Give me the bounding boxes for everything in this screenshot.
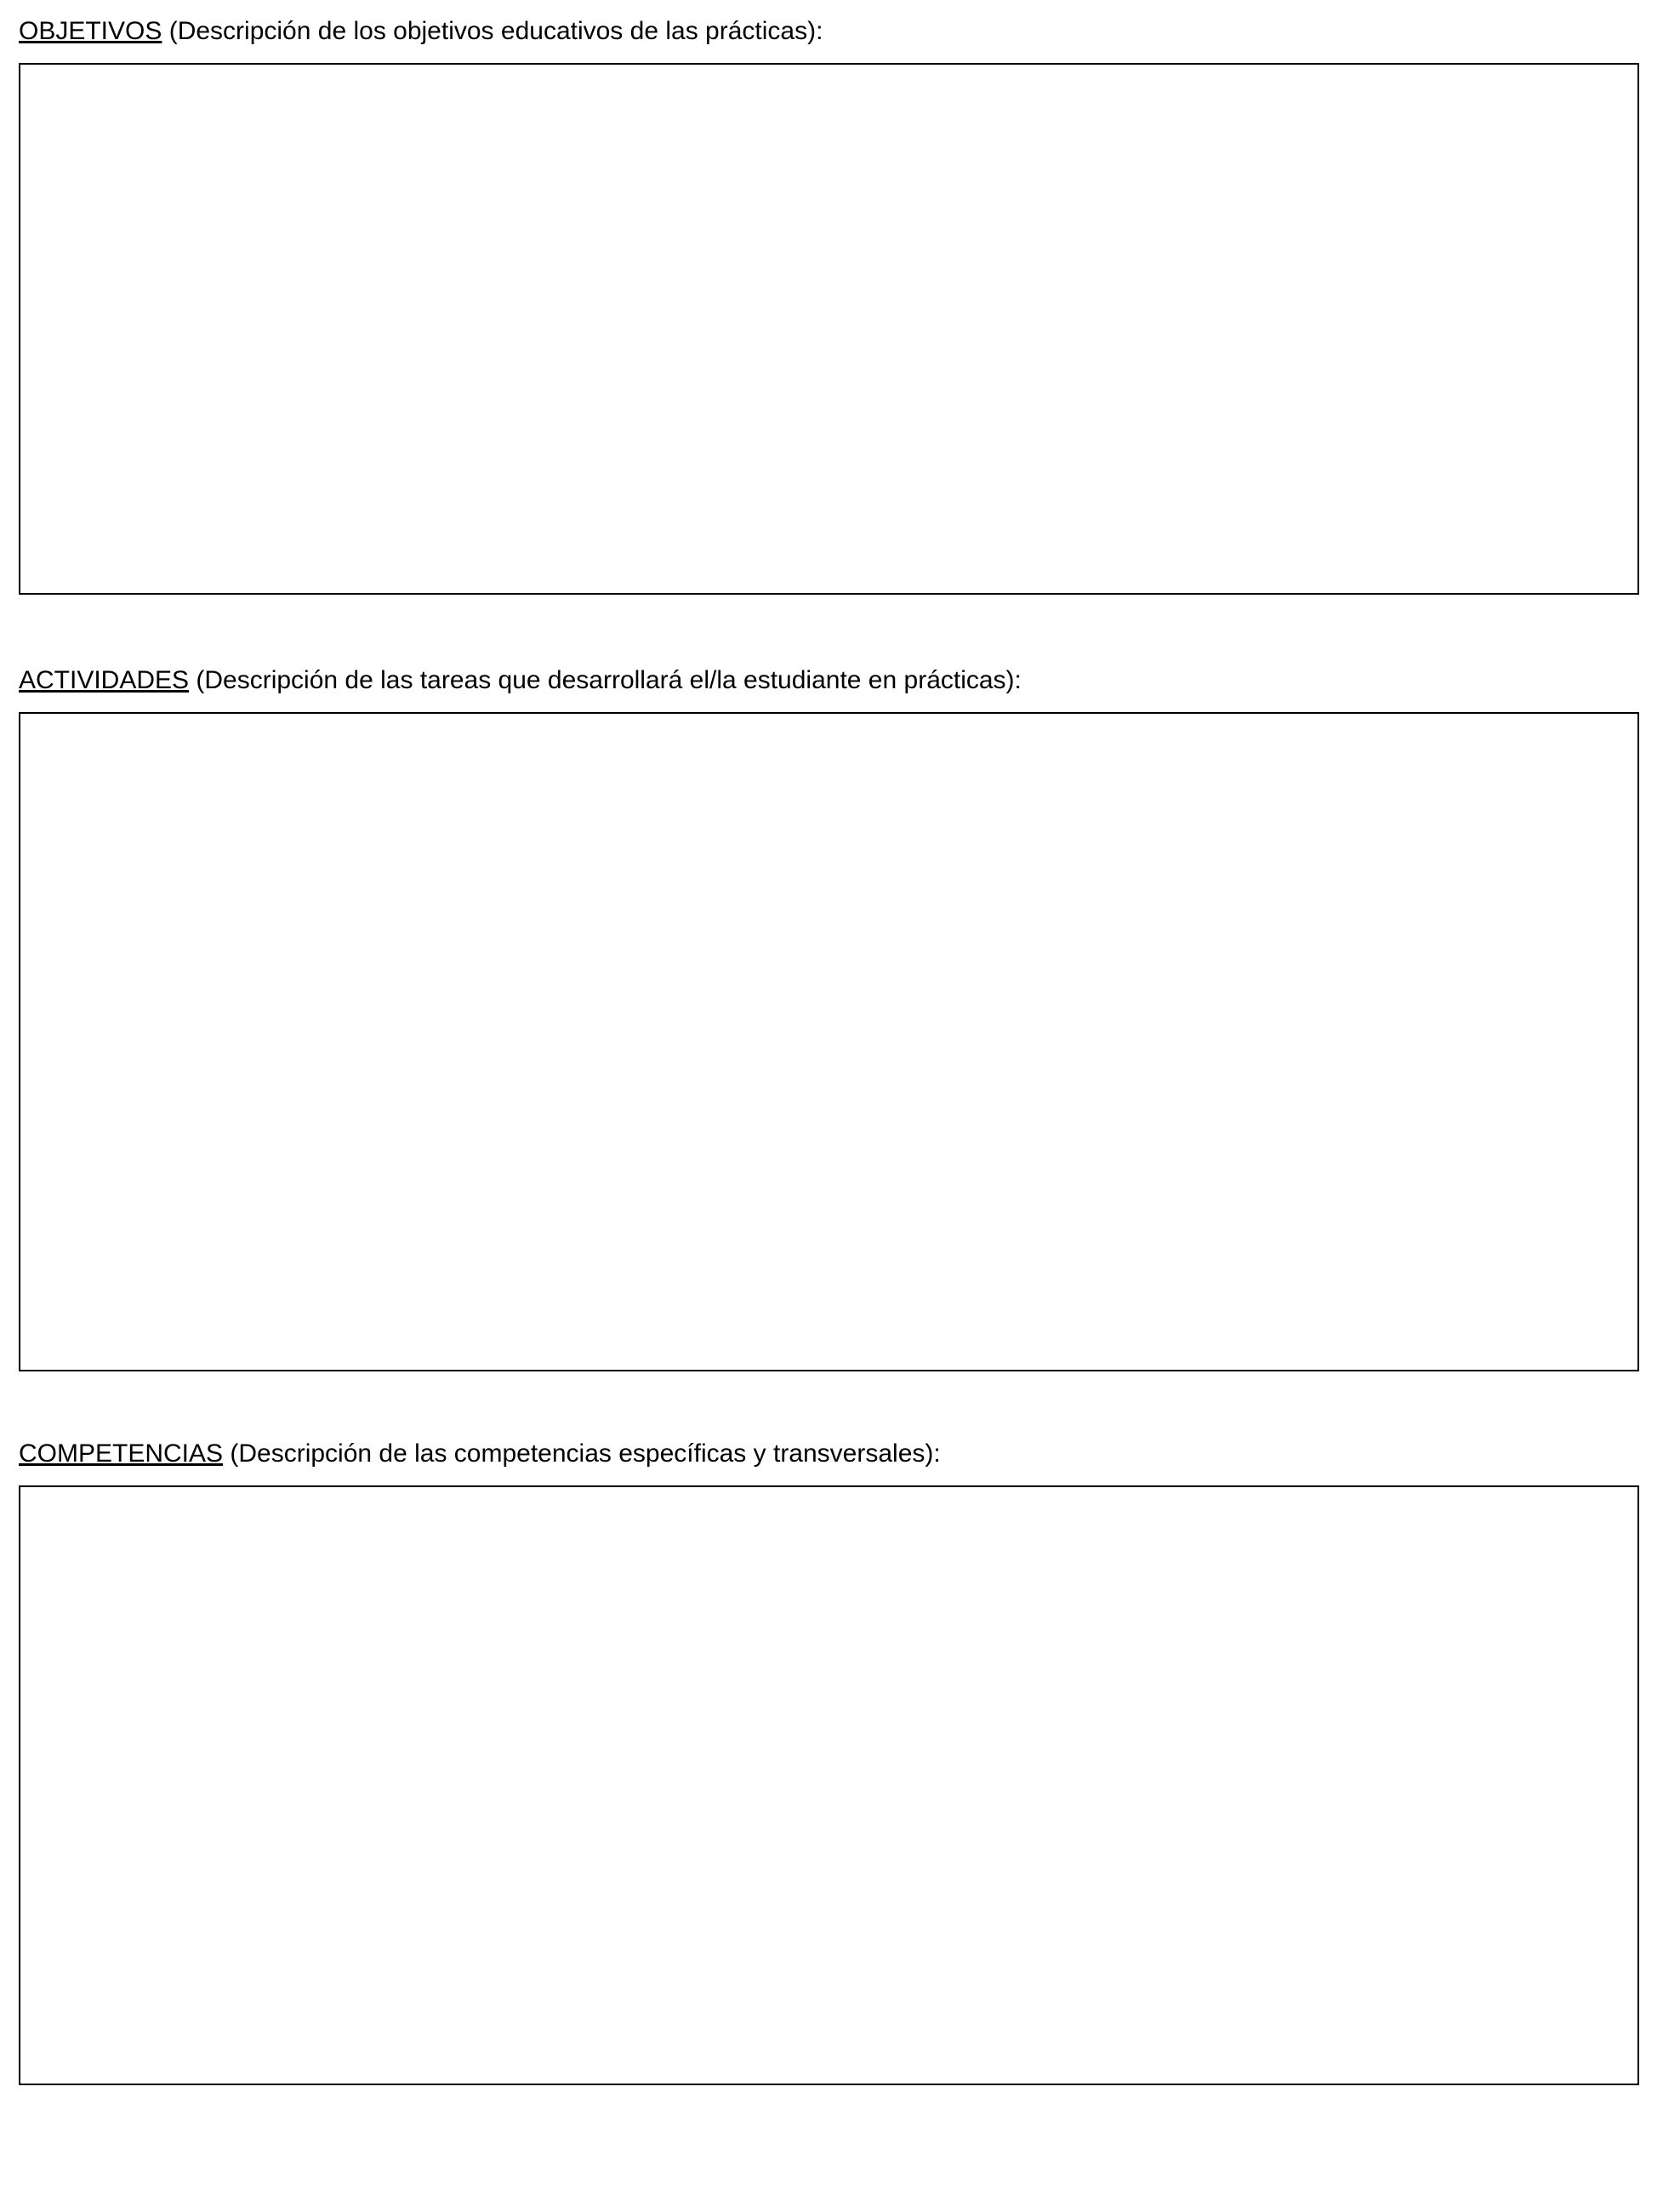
section-keyword-actividades: ACTIVIDADES bbox=[19, 666, 190, 694]
section-description-actividades: (Descripción de las tareas que desarrollará el/la estudiante en prácticas): bbox=[189, 666, 1022, 694]
section-keyword-competencias: COMPETENCIAS bbox=[19, 1440, 224, 1468]
section-objetivos bbox=[19, 15, 1639, 595]
answer-box-actividades[interactable] bbox=[19, 712, 1639, 1371]
section-actividades bbox=[19, 664, 1639, 1371]
section-heading-competencias bbox=[19, 1438, 1639, 1470]
section-heading-objetivos bbox=[19, 15, 1639, 48]
section-description-objetivos: (Descripción de los objetivos educativos de las prácticas): bbox=[162, 17, 823, 45]
section-description-competencias: (Descripción de las competencias específicas y transversales): bbox=[223, 1440, 941, 1468]
section-keyword-objetivos: OBJETIVOS bbox=[19, 17, 162, 45]
answer-box-objetivos[interactable] bbox=[19, 63, 1639, 595]
answer-box-competencias[interactable] bbox=[19, 1485, 1639, 2085]
section-heading-actividades bbox=[19, 664, 1639, 697]
section-competencias bbox=[19, 1438, 1639, 2085]
